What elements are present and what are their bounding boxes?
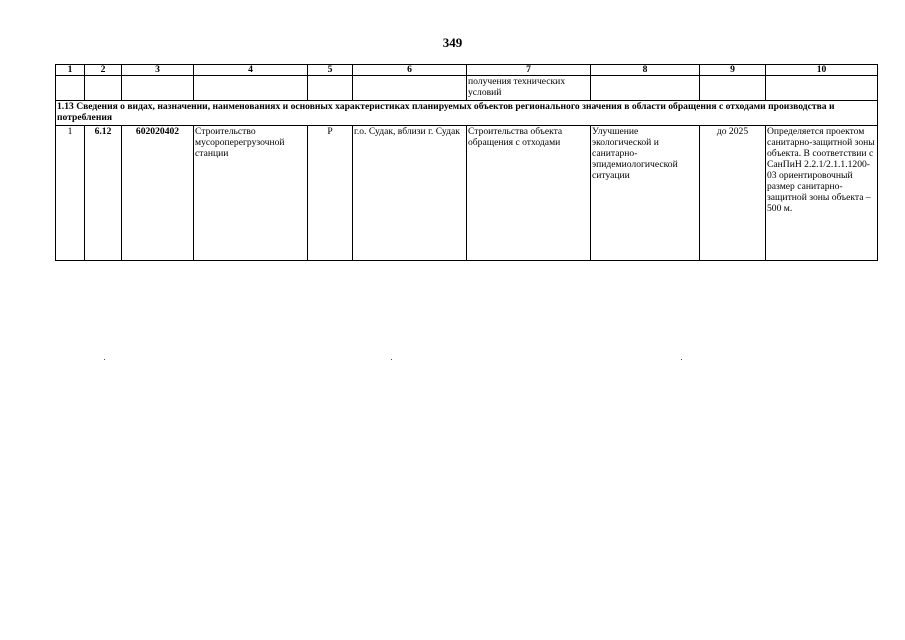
page-number: 349 xyxy=(442,35,463,50)
table-cell: Определяется проектом санитарно-защитной зоны объекта. В соответствии с СанПиН 2.2.1/2.1.1.1200-03 ориентировочный размер санитарно-защитной зоны объекта – 500 м. xyxy=(766,126,878,261)
table-cell xyxy=(766,76,878,101)
table-cell: Строительство мусороперегрузочной станции xyxy=(194,126,308,261)
table-cell xyxy=(85,76,122,101)
table-cell xyxy=(308,76,353,101)
col-header: 2 xyxy=(85,65,122,76)
scan-speck xyxy=(391,359,392,360)
table-cell: Улучшение экологической и санитарно-эпидемиологической ситуации xyxy=(591,126,700,261)
table-cell: Р xyxy=(308,126,353,261)
continuation-row xyxy=(56,76,878,101)
col-header: 5 xyxy=(308,65,353,76)
scan-speck xyxy=(104,359,105,360)
table-cell xyxy=(56,76,85,101)
col-header: 4 xyxy=(194,65,308,76)
col-header: 9 xyxy=(700,65,766,76)
table-cell xyxy=(591,76,700,101)
col-header: 3 xyxy=(122,65,194,76)
table-cell xyxy=(194,76,308,101)
table-cell xyxy=(700,76,766,101)
scan-speck xyxy=(681,359,682,360)
section-title: 1.13 Сведения о видах, назначении, наименованиях и основных характеристиках планируемых объектов регионального значения в области обращения с отходами производства и потребления xyxy=(56,101,878,126)
table-cell: 6.12 xyxy=(85,126,122,261)
table-cell xyxy=(122,76,194,101)
col-header: 6 xyxy=(353,65,467,76)
header-row xyxy=(56,65,878,76)
document-table xyxy=(55,64,878,261)
table-row xyxy=(56,126,878,261)
table-cell: 602020402 xyxy=(122,126,194,261)
col-header: 8 xyxy=(591,65,700,76)
table-cell: г.о. Судак, вблизи г. Судак xyxy=(353,126,467,261)
row-number: 1 xyxy=(56,126,85,261)
table-cell: Строительства объекта обращения с отходами xyxy=(467,126,591,261)
col-header: 10 xyxy=(766,65,878,76)
col-header: 1 xyxy=(56,65,85,76)
section-row xyxy=(56,101,878,126)
table-cell: до 2025 xyxy=(700,126,766,261)
table-cell: получения технических условий xyxy=(467,76,591,101)
table-cell xyxy=(353,76,467,101)
col-header: 7 xyxy=(467,65,591,76)
